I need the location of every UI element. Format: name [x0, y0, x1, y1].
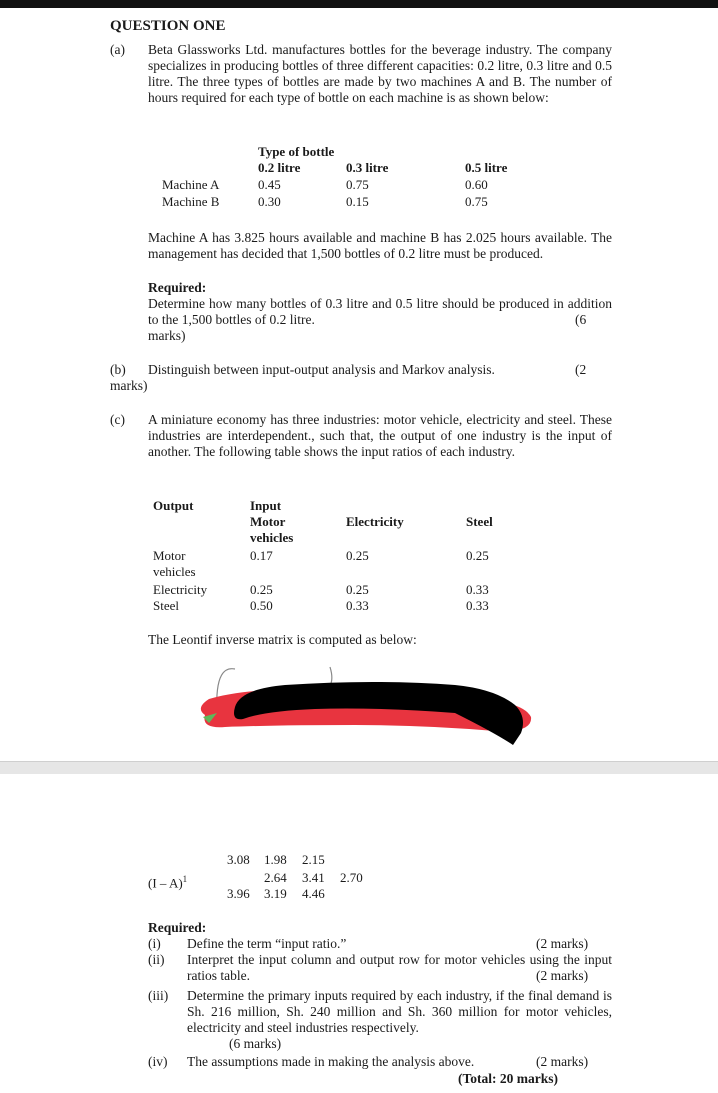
- required-label-c: Required:: [148, 920, 207, 935]
- matrix-cell: 2.64: [264, 870, 287, 885]
- item-number: (iv): [148, 1054, 168, 1069]
- table-cell: 0.45: [258, 177, 281, 192]
- table-cell: 0.60: [465, 177, 488, 192]
- machine-row-label: Machine A: [162, 177, 220, 192]
- page-2: [0, 774, 718, 1093]
- required-label-a: Required:: [148, 280, 207, 295]
- table-cell: 0.33: [346, 598, 369, 613]
- table-cell: 0.17: [250, 548, 273, 563]
- table-cell: 0.33: [466, 598, 489, 613]
- table-cell: 0.25: [346, 548, 369, 563]
- row-label: Steel: [153, 598, 179, 613]
- col-header-steel: Steel: [466, 514, 493, 529]
- item-number: (ii): [148, 952, 165, 967]
- matrix-cell: 3.96: [227, 886, 250, 901]
- availability-text: Machine A has 3.825 hours available and machine B has 2.025 hours available. The management has decided that 1,500 bottles of 0.2 litre must be produced.: [148, 230, 612, 261]
- table-cell: 0.30: [258, 194, 281, 209]
- matrix-cell: 3.19: [264, 886, 287, 901]
- table-cell: 0.50: [250, 598, 273, 613]
- matrix-cell: 2.15: [302, 852, 325, 867]
- bottle-table-heading: Type of bottle: [258, 144, 335, 159]
- item-text: Determine the primary inputs required by each industry, if the final demand is Sh. 216 million, Sh. 240 million and Sh. 360 million for motor vehicles, electricity and steel industries respectively.: [187, 988, 612, 1035]
- marks-open-b: (2: [575, 362, 587, 377]
- matrix-cell: 1.98: [264, 852, 287, 867]
- table-cell: 0.15: [346, 194, 369, 209]
- part-c-intro: A miniature economy has three industries: motor vehicle, electricity and steel. These industries are interdependent., such that, the output of one industry is the input of another. The following table shows the input ratios of each industry.: [148, 412, 612, 459]
- question-title: QUESTION ONE: [110, 18, 226, 34]
- total-marks: (Total: 20 marks): [458, 1071, 558, 1086]
- item-text: The assumptions made in making the analysis above.: [187, 1054, 475, 1069]
- page-1: [0, 8, 718, 761]
- part-c-label: (c): [110, 412, 125, 427]
- item-marks: (2 marks): [536, 968, 589, 983]
- machine-row-label: Machine B: [162, 194, 220, 209]
- marks-open-a: (6: [575, 312, 587, 327]
- col-header-electricity: Electricity: [346, 514, 404, 529]
- item-marks: (2 marks): [536, 936, 589, 951]
- matrix-cell: 3.41: [302, 870, 325, 885]
- col-header-motor-vehicles: Motor vehicles: [250, 514, 294, 545]
- table-cell: 0.33: [466, 582, 489, 597]
- input-header: Input: [250, 498, 282, 513]
- table-cell: 0.25: [250, 582, 273, 597]
- part-a-label: (a): [110, 42, 125, 57]
- bottle-col-header: 0.3 litre: [346, 160, 389, 175]
- matrix-cell: 3.08: [227, 852, 250, 867]
- row-label: Motor vehicles: [153, 548, 196, 579]
- matrix-label: (I – A)$^1$: [148, 874, 188, 891]
- item-text: Define the term “input ratio.”: [187, 936, 347, 951]
- row-label: Electricity: [153, 582, 208, 597]
- table-cell: 0.25: [346, 582, 369, 597]
- output-header: Output: [153, 498, 194, 513]
- part-b-text: Distinguish between input-output analysis and Markov analysis.: [148, 362, 495, 377]
- marks-close-a: marks): [148, 328, 186, 343]
- item-number: (i): [148, 936, 161, 951]
- bottle-col-header: 0.2 litre: [258, 160, 301, 175]
- bottle-col-header: 0.5 litre: [465, 160, 508, 175]
- page-divider: [0, 761, 718, 775]
- item-text: Interpret the input column and output row for motor vehicles using the input ratios table.: [187, 952, 612, 983]
- redaction-scribble: [195, 663, 535, 753]
- required-text-a: Determine how many bottles of 0.3 litre and 0.5 litre should be produced in addition to the 1,500 bottles of 0.2 litre.: [148, 296, 612, 327]
- item-marks: (2 marks): [536, 1054, 589, 1069]
- matrix-cell: 2.70: [340, 870, 363, 885]
- top-bar: [0, 0, 718, 8]
- leontief-text: The Leontif inverse matrix is computed as below:: [148, 632, 417, 647]
- table-cell: 0.75: [465, 194, 488, 209]
- item-marks: (6 marks): [229, 1036, 282, 1051]
- part-b-label: (b): [110, 362, 126, 377]
- marks-close-b: marks): [110, 378, 148, 393]
- table-cell: 0.75: [346, 177, 369, 192]
- item-number: (iii): [148, 988, 169, 1003]
- part-a-intro: Beta Glassworks Ltd. manufactures bottles for the beverage industry. The company specializes in producing bottles of three different capacities: 0.2 litre, 0.3 litre and 0.5 litre. The three types of bottles are made by two machines A and B. The number of hours required for each type of bottle on each machine is as shown below:: [148, 42, 612, 105]
- table-cell: 0.25: [466, 548, 489, 563]
- matrix-cell: 4.46: [302, 886, 325, 901]
